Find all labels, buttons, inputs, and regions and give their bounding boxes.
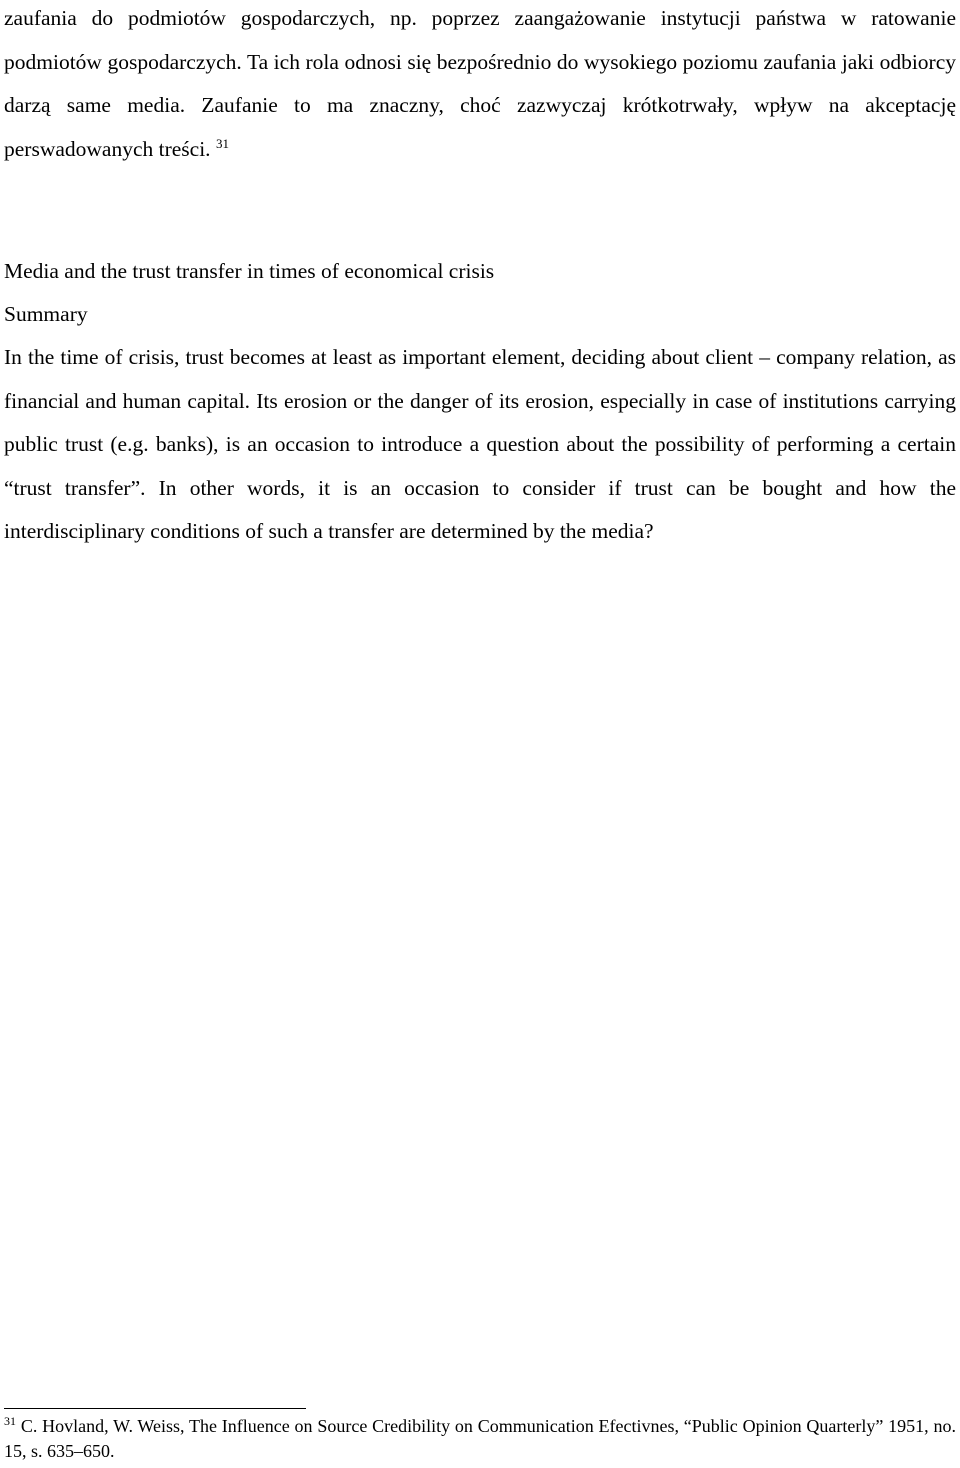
document-page — [4, 0, 956, 1468]
summary-heading: Summary — [4, 302, 88, 326]
footnote-number: 31 — [4, 1414, 16, 1428]
summary-body: In the time of crisis, trust becomes at least as important element, deciding about client – company relation, as financial and human capital. Its erosion or the danger of its erosion, especially in case of institutions carrying public trust (e.g. banks), is an occasion to introduce a question about the possibility of performing a certain “trust transfer”. In other words, it is an occasion to consider if trust can be bought and how the interdisciplinary conditions of such a transfer are determined by the media? — [4, 345, 956, 543]
footnote-separator — [4, 1408, 306, 1409]
polish-paragraph — [4, 0, 956, 171]
footnote-reference: 31 — [215, 135, 229, 151]
footnote — [4, 1414, 956, 1464]
summary-title: Media and the trust transfer in times of economical crisis — [4, 259, 495, 283]
polish-paragraph-text: zaufania do podmiotów gospodarczych, np. poprzez zaangażowanie instytucji państwa w ratowanie podmiotów gospodarczych. Ta ich rola odnosi się bezpośrednio do wysokiego poziomu zaufania jaki odbiorcy darzą same media. Zaufanie to ma znaczny, choć zazwyczaj krótkotrwały, wpływ na akceptację perswadowanych treści. — [4, 6, 956, 161]
footnote-text: C. Hovland, W. Weiss, The Influence on Source Credibility on Communication Efectivnes, “Public Opinion Quarterly” 1951, no. 15, s. 635–650. — [4, 1416, 956, 1461]
